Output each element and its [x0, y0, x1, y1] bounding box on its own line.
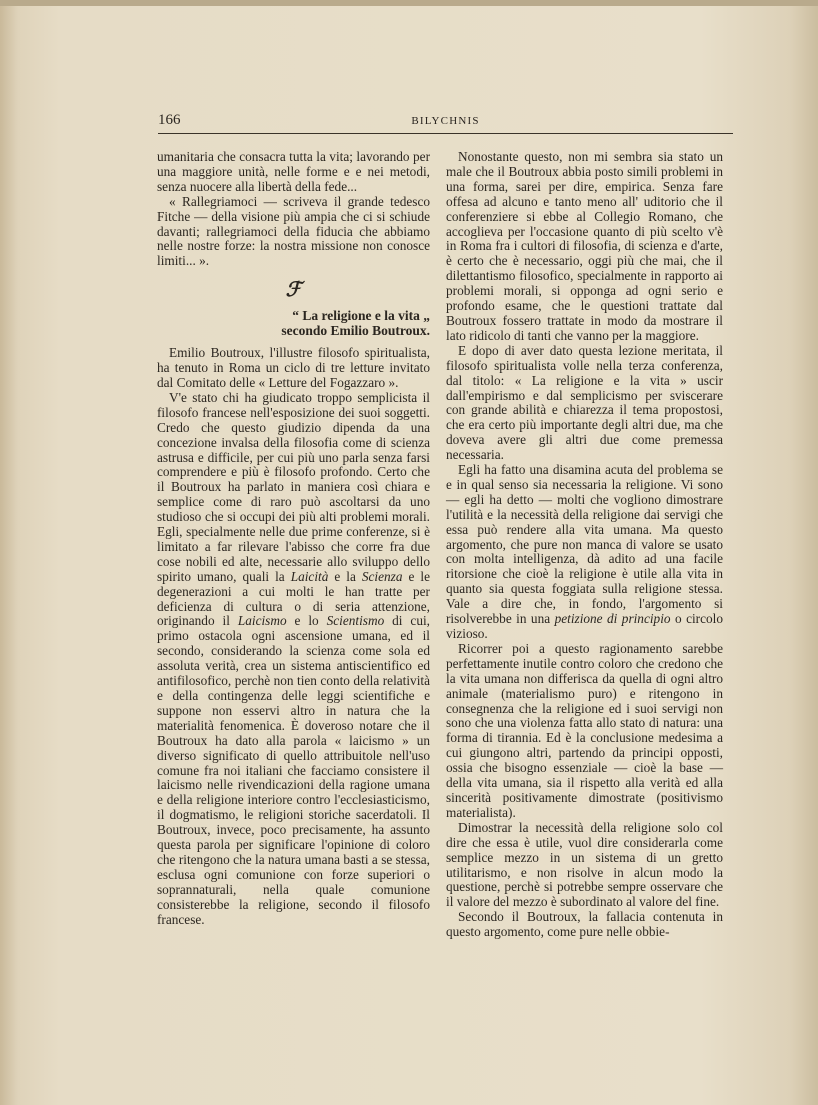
- italic-term: Scientismo: [326, 613, 385, 629]
- journal-title: BILYCHNIS: [411, 115, 480, 127]
- paragraph: [446, 463, 723, 642]
- running-head: [158, 112, 733, 134]
- header-rule: [158, 133, 733, 134]
- paragraph: Secondo il Boutroux, la fallacia contenuta in questo argomento, come pure nelle obbie-: [446, 909, 723, 940]
- section-heading-line: “ La religione e la vita „: [292, 308, 430, 324]
- paragraph: « Rallegriamoci — scriveva il grande tedesco Fitche — della visione più ampia che ci si schiude davanti; rallegriamoci della fiducia che abbiamo nelle nostre forze: la nostra missione non conosce limiti... ».: [157, 193, 430, 269]
- text-run: di cui, primo ostacola ogni ascensione umana, ed il secondo, considerando la scienza come sola ed assoluta verità, crea un sistema antiscientifico ed antifilosofico, perchè non tien conto della relatività e della contingenza delle leggi scientifiche e suppone non esservi altro in natura che la materialità fenomenica. È doveroso notare che il Boutroux ha dato alla parola « laicismo » un diverso significato di quello attribuitole nell'uso comune fra noi italiani che facciamo consistere il laicismo nelle rivendicazioni della ragione umana e della religione interiore contro l'ecclesiasticismo, il dogmatismo, le religioni storiche sacerdatoli. Il Boutroux, invece, poco precisamente, ha assunto questa parola per significare l'opinione di coloro che ritengono che la natura umana basti a se stessa, esclusa ogni comunione con forze superiori o soprannaturali, nella quale comunione consisterebbe la religione, secondo il filosofo francese.: [157, 613, 430, 927]
- paragraph: Emilio Boutroux, l'illustre filosofo spiritualista, ha tenuto in Roma un ciclo di tre letture invitato dal Comitato delle « Letture del Fogazzaro ».: [157, 345, 430, 390]
- text-run: V'e stato chi ha giudicato troppo semplicista il filosofo francese nell'esposizione dei suoi soggetti. Credo che questo giudizio dipenda da una concezione invalsa della filosofia come di scienza astrusa e difficile, per cui più uno parla senza farsi comprendere e più è filosofo profondo. Certo che il Boutroux ha parlato in maniera così chiara e semplice come di raro può ascoltarsi da uno studioso che si occupi dei più alti problemi morali. Egli, specialmente nelle due prime conferenze, si è limitato a far rilevare l'abisso che corre fra due cose nobili ed alte, necessarie allo sviluppo dello spirito umano, quali la: [157, 389, 430, 584]
- text-run: o circolo vizioso.: [446, 611, 723, 641]
- section-heading: [157, 308, 430, 338]
- paragraph: umanitaria che consacra tutta la vita; lavorando per una maggiore unità, nelle forme e e nei metodi, senza nuocere alla libertà della fede...: [157, 149, 430, 194]
- text-run: e lo: [294, 613, 319, 629]
- text-run: e le degenerazioni a cui molti le han tratte per deficienza di cultura o di seria attenzione, originando il: [157, 568, 430, 629]
- paragraph: [157, 391, 430, 928]
- right-column: [446, 150, 723, 940]
- section-heading-line: secondo Emilio Boutroux.: [281, 323, 430, 339]
- page-number: 166: [158, 112, 181, 128]
- italic-term: Laicità: [290, 568, 329, 584]
- page-top-edge: [0, 0, 818, 6]
- fleuron-ornament: ℱ: [285, 279, 302, 302]
- paragraph: Ricorrer poi a questo ragionamento sarebbe perfettamente inutile contro coloro che credono che la vita umana non differisca da quella di ogni altro animale (materialismo puro) e ritengono in consegnenza che la religione ed i suoi servigi non sono che una violenza fatta allo stato di natura: una forma di tirannia. Ed è la conclusione medesima a cui giungono altri, partendo da principi opposti, ossia che bisogno essenziale — cioè la base — della vita umana, sia il rispetto alla verità ed alla sincerità positivamente dimostrate (positivismo materialista).: [446, 640, 723, 820]
- paragraph: Nonostante questo, non mi sembra sia stato un male che il Boutroux abbia posto simili problemi in una forma, sarei per dire, empirica. Senza fare offesa ad alcuno e tanto meno all' uditorio che il conferenziere si ebbe al Collegio Romano, che accoglieva per l'occasione quanto di più scelto v'è in Roma fra i cultori di filosofia, di scienza e d'arte, è certo che è necessario, oggi più che mai, che il dilettantismo filosofico, specialmente in rapporto ai problemi morali, si opponga ad ogni serio e profondo esame, che le questioni trattate dal Boutroux fossero trattate in modo da mostrare il lato ridicolo di tanti che vanno per la maggiore.: [446, 149, 723, 343]
- italic-term: Scienza: [361, 568, 403, 584]
- text-run: Egli ha fatto una disamina acuta del problema se e in qual senso sia necessaria la religione. Vi sono — egli ha detto — molti che vogliono dimostrare l'utilità e la necessità della religione dai servigi che essa può rendere alla vita umana. Ma questo argomento, che pure non manca di valore se usato con molta intelligenza, dà adito ad una facile ritorsione che cioè la religione è utile alla vita in quanto sia questa foggiata sulla religione stessa. Vale a dire che, in fondo, l'argomento si risolverebbe in una: [446, 462, 723, 627]
- italic-term: Laicismo: [237, 613, 287, 629]
- paragraph: E dopo di aver dato questa lezione meritata, il filosofo spiritualista volle nella terza conferenza, dal titolo: « La religione e la vita » uscir dall'empirismo e dal semplicismo per sviscerare con grande abilità e chiarezza il tema propostosi, che era certo più importante degli altri due, ma che doveva avere gli altri due come premessa necessaria.: [446, 342, 723, 463]
- text-run: e la: [334, 568, 356, 584]
- paragraph: Dimostrar la necessità della religione solo col dire che essa è utile, vuol dire considerarla come semplice mezzo in un sistema di un gretto utilitarismo, e non risolve in alcun modo la questione, perchè si potrebbe sempre osservare che il valore del mezzo è subordinato al valore del fine.: [446, 819, 723, 910]
- left-column: [157, 150, 430, 928]
- italic-term: petizione di principio: [554, 611, 671, 627]
